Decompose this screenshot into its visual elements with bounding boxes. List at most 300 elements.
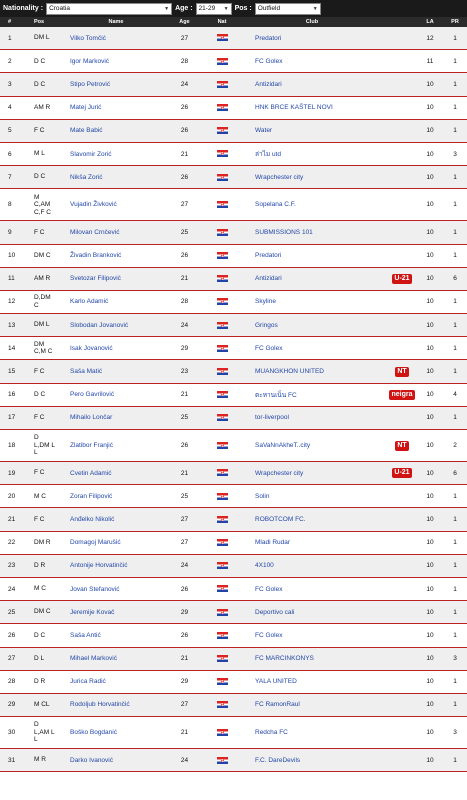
player-pr: 1 [453, 57, 457, 65]
age-select[interactable] [196, 3, 232, 15]
player-la: 10 [426, 201, 434, 209]
table-row [0, 268, 467, 291]
row-number: 8 [8, 201, 12, 209]
nationality-cell [207, 345, 237, 352]
player-pr: 3 [453, 729, 457, 737]
player-name-link[interactable]: Svetozar Filipović [70, 275, 121, 283]
nationality-cell [207, 757, 237, 764]
player-la: 10 [426, 298, 434, 306]
player-position: D R [34, 678, 46, 686]
player-name-link[interactable]: Mate Babić [70, 127, 103, 135]
row-number: 27 [8, 655, 16, 663]
club-link[interactable]: SaVaNnAkheT..city [255, 442, 311, 449]
table-row [0, 27, 467, 50]
player-age: 26 [180, 631, 189, 639]
player-position: F C [34, 127, 45, 135]
player-name-link[interactable]: Matej Jurić [70, 104, 102, 112]
player-table [0, 27, 467, 772]
club-link[interactable]: Antizidari [255, 80, 282, 88]
chevron-down-icon: ▼ [164, 5, 170, 12]
table-row [0, 73, 467, 96]
age-label: Age : [175, 5, 193, 12]
row-number: 21 [8, 515, 16, 523]
table-row [0, 189, 467, 221]
croatia-flag-icon [217, 252, 228, 259]
croatia-flag-icon [217, 585, 228, 592]
player-name-link[interactable]: Stipo Petrović [70, 80, 111, 88]
player-la: 12 [426, 34, 434, 42]
player-name-link[interactable]: Vujadin Živković [70, 201, 117, 209]
player-age: 27 [180, 515, 189, 523]
player-la: 10 [426, 173, 434, 181]
player-pr: 1 [453, 631, 457, 639]
player-la: 10 [426, 492, 434, 500]
nationality-select[interactable] [46, 3, 172, 15]
croatia-flag-icon [217, 539, 228, 546]
row-number: 18 [8, 442, 16, 449]
pos-label: Pos : [234, 5, 252, 12]
club-link[interactable]: Skyline [255, 298, 276, 306]
player-position: M C [34, 492, 46, 500]
chevron-down-icon: ▼ [312, 5, 318, 12]
table-row [0, 166, 467, 189]
player-age: 24 [180, 80, 189, 88]
club-link[interactable]: Solin [255, 492, 270, 500]
club-link[interactable]: Sopelana C.F. [255, 201, 296, 209]
badge-cell [387, 274, 417, 284]
nationality-cell [207, 701, 237, 708]
row-number: 13 [8, 321, 16, 329]
player-pr: 1 [453, 228, 457, 236]
player-la: 10 [426, 562, 434, 570]
player-name-link[interactable]: Slobodan Jovanović [70, 321, 129, 329]
row-number: 24 [8, 585, 16, 593]
player-name-link[interactable]: Rodoljub Horvatinčić [70, 701, 130, 709]
player-age: 21 [180, 655, 189, 663]
club-link[interactable]: ROBOTCOM FC. [255, 515, 306, 523]
player-age: 27 [180, 34, 189, 42]
player-pr: 1 [453, 678, 457, 686]
player-position: D L,DM L L [34, 434, 55, 457]
player-pr: 3 [453, 150, 457, 158]
player-name-link[interactable]: Jovan Stefanović [70, 585, 120, 593]
player-age: 26 [180, 104, 189, 112]
croatia-flag-icon [217, 58, 228, 65]
club-link[interactable]: FC Golex [255, 344, 283, 352]
nationality-cell [207, 655, 237, 662]
player-pr: 1 [453, 492, 457, 500]
player-name-link[interactable]: Saša Matić [70, 368, 103, 376]
player-la: 10 [426, 608, 434, 616]
player-position: M L [34, 150, 45, 158]
player-name-link[interactable]: Anđelko Nikolić [70, 515, 115, 523]
nationality-cell [207, 539, 237, 546]
croatia-flag-icon [217, 701, 228, 708]
player-age: 24 [180, 562, 189, 570]
player-name-link[interactable]: Jurica Radić [70, 678, 106, 686]
player-age: 21 [180, 469, 189, 477]
row-number: 31 [8, 756, 16, 764]
nationality-cell [207, 516, 237, 523]
club-link[interactable]: 4X100 [255, 562, 274, 570]
nationality-cell [207, 442, 237, 449]
player-pr: 1 [453, 368, 457, 376]
player-la: 10 [426, 469, 434, 477]
player-position: M C [34, 585, 46, 593]
player-age: 29 [180, 678, 189, 686]
nationality-cell [207, 322, 237, 329]
player-position: F C [34, 228, 45, 236]
player-la: 10 [426, 585, 434, 593]
status-badge: NT [397, 367, 407, 375]
col-la[interactable]: LA [426, 19, 434, 25]
chevron-down-icon: ▼ [223, 5, 229, 12]
croatia-flag-icon [217, 729, 228, 736]
player-pr: 1 [453, 321, 457, 329]
col-pr[interactable]: PR [451, 19, 459, 25]
nationality-cell [207, 414, 237, 421]
nationality-cell [207, 368, 237, 375]
player-position: F C [34, 469, 45, 477]
table-row [0, 555, 467, 578]
nationality-cell [207, 391, 237, 398]
nationality-cell [207, 58, 237, 65]
player-la: 10 [426, 729, 434, 737]
player-name-link[interactable]: Živadin Branković [70, 252, 122, 260]
player-age: 28 [180, 57, 189, 65]
player-name-link[interactable]: Darko Ivanović [70, 756, 113, 764]
player-position: F C [34, 414, 45, 422]
player-age: 29 [180, 344, 189, 352]
player-position: D C [34, 57, 46, 65]
row-number: 15 [8, 368, 16, 376]
croatia-flag-icon [217, 368, 228, 375]
player-position: D C [34, 80, 46, 88]
player-age: 26 [180, 252, 189, 260]
croatia-flag-icon [217, 469, 228, 476]
table-row [0, 143, 467, 166]
badge-cell [387, 468, 417, 478]
croatia-flag-icon [217, 298, 228, 305]
player-la: 10 [426, 344, 434, 352]
player-name-link[interactable]: Mihael Marković [70, 655, 117, 663]
player-age: 29 [180, 608, 189, 616]
table-row [0, 717, 467, 749]
badge-cell [387, 441, 417, 451]
player-age: 26 [180, 173, 189, 181]
croatia-flag-icon [217, 34, 228, 41]
club-link[interactable]: FC Golex [255, 585, 283, 593]
player-pr: 1 [453, 34, 457, 42]
player-la: 10 [426, 701, 434, 709]
player-position: D L,AM L L [34, 721, 55, 744]
nationality-cell [207, 585, 237, 592]
player-age: 21 [180, 729, 189, 737]
player-position: AM R [34, 103, 51, 111]
player-pr: 1 [453, 414, 457, 422]
player-name-link[interactable]: Vilko Tomčić [70, 34, 106, 42]
table-row [0, 485, 467, 508]
player-position: M CL [34, 701, 50, 709]
player-la: 10 [426, 252, 434, 260]
table-row [0, 694, 467, 717]
col-name[interactable]: Name [108, 19, 124, 25]
row-number: 12 [8, 298, 16, 306]
player-name-link[interactable]: Pero Gavrilović [70, 391, 115, 399]
player-position: F C [34, 367, 45, 375]
player-pr: 1 [453, 515, 457, 523]
club-link[interactable]: Deportivo cali [255, 608, 295, 616]
player-position: D C [34, 390, 46, 398]
croatia-flag-icon [217, 678, 228, 685]
nationality-label: Nationality : [3, 5, 44, 12]
row-number: 26 [8, 631, 16, 639]
player-la: 10 [426, 228, 434, 236]
row-number: 16 [8, 391, 16, 399]
player-la: 10 [426, 442, 434, 449]
player-name-link[interactable]: Zoran Filipović [70, 492, 113, 500]
club-link[interactable]: Mladi Rudar [255, 539, 291, 547]
club-link[interactable]: YALA UNITED [255, 678, 297, 686]
row-number: 30 [8, 729, 16, 737]
table-row [0, 50, 467, 73]
row-number: 11 [8, 275, 15, 283]
nationality-cell [207, 729, 237, 736]
nationality-cell [207, 104, 237, 111]
pos-select[interactable] [255, 3, 321, 15]
croatia-flag-icon [217, 174, 228, 181]
row-number: 2 [8, 57, 12, 65]
row-number: 23 [8, 562, 16, 570]
player-position: DM C [34, 608, 51, 616]
player-position: AM R [34, 275, 51, 283]
player-la: 10 [426, 515, 434, 523]
club-link[interactable]: FC MARCINKONYS [255, 655, 314, 663]
croatia-flag-icon [217, 516, 228, 523]
club-link[interactable]: FC Golex [255, 57, 283, 65]
player-age: 26 [180, 442, 189, 449]
club-link[interactable]: FC Golex [255, 631, 283, 639]
table-row [0, 221, 467, 244]
player-name-link[interactable]: Mihailo Lončar [70, 414, 113, 422]
club-link[interactable]: F.C. DareDevils [255, 756, 301, 764]
club-link[interactable]: Wrapchester city [255, 469, 304, 477]
croatia-flag-icon [217, 345, 228, 352]
col-age[interactable]: Age [179, 19, 190, 25]
badge-cell [387, 390, 417, 400]
club-link[interactable]: Antizidari [255, 275, 282, 283]
table-row [0, 245, 467, 268]
player-la: 10 [426, 539, 434, 547]
table-row [0, 508, 467, 531]
player-position: DM L [34, 34, 50, 42]
age-value: 21-29 [198, 5, 216, 12]
player-age: 24 [180, 321, 189, 329]
row-number: 17 [8, 414, 16, 422]
player-position: D C [34, 631, 46, 639]
player-pr: 1 [453, 756, 457, 764]
player-pr: 6 [453, 275, 457, 283]
club-link[interactable]: ตะหานเน็น FC [255, 391, 297, 399]
row-number: 29 [8, 701, 16, 709]
club-link[interactable]: ล่าไม utd [255, 151, 282, 159]
croatia-flag-icon [217, 81, 228, 88]
table-row [0, 291, 467, 314]
status-badge: U-21 [394, 274, 410, 282]
table-row [0, 601, 467, 624]
player-name-link[interactable]: Nikša Zorić [70, 173, 103, 181]
club-link[interactable]: HNK BRCE KAŠTEL NOVI [255, 104, 333, 112]
player-age: 27 [180, 539, 189, 547]
badge-cell [387, 367, 417, 377]
table-row [0, 384, 467, 407]
player-name-link[interactable]: Cvetin Adamić [70, 469, 112, 477]
club-link[interactable]: SUBMISSIONS 101 [255, 228, 313, 236]
player-name-link[interactable]: Zlatibor Franjić [70, 442, 113, 449]
player-pr: 3 [453, 655, 457, 663]
club-link[interactable]: Water [255, 127, 273, 135]
player-age: 21 [180, 150, 189, 158]
player-la: 10 [426, 414, 434, 422]
row-number: 7 [8, 173, 12, 181]
table-row [0, 430, 467, 462]
table-row [0, 97, 467, 120]
croatia-flag-icon [217, 150, 228, 157]
player-age: 26 [180, 585, 189, 593]
croatia-flag-icon [217, 414, 228, 421]
player-age: 27 [180, 201, 189, 209]
club-link[interactable]: Predatori [255, 252, 282, 260]
nationality-cell [207, 127, 237, 134]
player-name-link[interactable]: Igor Marković [70, 57, 110, 65]
player-name-link[interactable]: Karlo Adamić [70, 298, 109, 306]
row-number: 3 [8, 80, 12, 88]
nationality-cell [207, 632, 237, 639]
player-la: 10 [426, 756, 434, 764]
player-la: 10 [426, 80, 434, 88]
nationality-cell [207, 298, 237, 305]
player-pr: 1 [453, 701, 457, 709]
croatia-flag-icon [217, 609, 228, 616]
table-row [0, 314, 467, 337]
player-age: 21 [180, 275, 189, 283]
table-row [0, 337, 467, 360]
club-link[interactable]: tor-liverpool [255, 414, 289, 422]
club-link[interactable]: Predatori [255, 34, 282, 42]
player-pr: 1 [453, 80, 457, 88]
col-num[interactable]: # [8, 19, 12, 25]
player-position: D R [34, 562, 46, 570]
player-age: 25 [180, 228, 189, 236]
nationality-cell [207, 678, 237, 685]
player-age: 24 [180, 756, 189, 764]
table-row [0, 120, 467, 143]
player-pr: 2 [453, 442, 457, 449]
row-number: 19 [8, 469, 16, 477]
nationality-cell [207, 469, 237, 476]
croatia-flag-icon [217, 275, 228, 282]
col-pos[interactable]: Pos [34, 19, 45, 25]
player-la: 10 [426, 631, 434, 639]
player-position: M C,AM C,F C [34, 193, 51, 216]
nationality-cell [207, 275, 237, 282]
player-position: D,DM C [34, 294, 51, 309]
croatia-flag-icon [217, 201, 228, 208]
player-name-link[interactable]: Slavomir Zorić [70, 150, 112, 158]
pos-value: Outfield [257, 5, 281, 12]
player-pr: 1 [453, 539, 457, 547]
row-number: 20 [8, 492, 16, 500]
status-badge: NT [397, 441, 407, 449]
player-pr: 1 [453, 201, 457, 209]
table-row [0, 407, 467, 430]
player-la: 10 [426, 275, 434, 283]
croatia-flag-icon [217, 632, 228, 639]
club-link[interactable]: Redcha FC [255, 729, 288, 737]
player-age: 21 [180, 391, 189, 399]
croatia-flag-icon [217, 229, 228, 236]
player-pr: 1 [453, 252, 457, 260]
player-la: 11 [426, 57, 434, 65]
club-link[interactable]: MUANGKHON UNITED [255, 368, 324, 376]
player-la: 10 [426, 391, 434, 399]
player-position: D L [34, 654, 45, 662]
player-position: DM C,M C [34, 340, 53, 356]
croatia-flag-icon [217, 493, 228, 500]
player-pr: 1 [453, 344, 457, 352]
row-number: 4 [8, 104, 12, 112]
player-age: 25 [180, 492, 189, 500]
croatia-flag-icon [217, 442, 228, 449]
club-link[interactable]: Wrapchester city [255, 173, 304, 181]
player-name-link[interactable]: Saša Antić [70, 631, 101, 639]
croatia-flag-icon [217, 655, 228, 662]
player-name-link[interactable]: Jeremije Kovač [70, 608, 115, 616]
player-name-link[interactable]: Boško Bogdanić [70, 729, 117, 737]
row-number: 1 [8, 34, 12, 42]
croatia-flag-icon [217, 322, 228, 329]
player-la: 10 [426, 678, 434, 686]
player-pr: 1 [453, 104, 457, 112]
player-name-link[interactable]: Antonije Horvatinčić [70, 562, 128, 570]
col-club[interactable]: Club [305, 19, 319, 25]
nationality-cell [207, 609, 237, 616]
nationality-cell [207, 81, 237, 88]
player-pr: 4 [453, 391, 457, 399]
row-number: 28 [8, 678, 16, 686]
nationality-cell [207, 562, 237, 569]
player-pr: 1 [453, 585, 457, 593]
player-pr: 1 [453, 127, 457, 135]
row-number: 6 [8, 150, 12, 158]
row-number: 25 [8, 608, 16, 616]
col-nat[interactable]: Nat [217, 19, 227, 25]
player-la: 10 [426, 150, 434, 158]
nationality-cell [207, 493, 237, 500]
croatia-flag-icon [217, 104, 228, 111]
row-number: 22 [8, 539, 16, 547]
player-name-link[interactable]: Isak Jovanović [70, 344, 113, 352]
club-link[interactable]: Gringos [255, 321, 278, 329]
player-name-link[interactable]: Milovan Crnčević [70, 228, 120, 236]
player-age: 27 [180, 701, 189, 709]
table-row [0, 532, 467, 555]
nationality-cell [207, 34, 237, 41]
player-age: 25 [180, 414, 189, 422]
club-link[interactable]: FC RamonRaul [255, 701, 300, 709]
row-number: 14 [8, 344, 16, 352]
player-name-link[interactable]: Domagoj Marušić [70, 539, 121, 547]
